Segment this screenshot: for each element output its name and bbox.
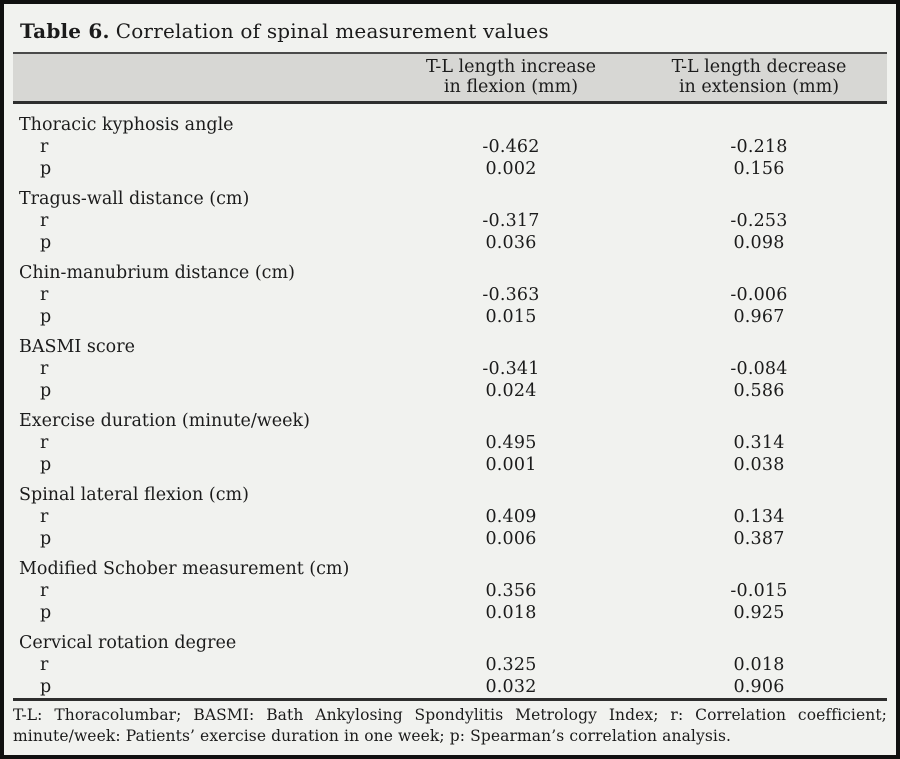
stat-label-r: r [40,285,49,305]
measurement-group-modified-schober [13,558,887,624]
header-line: T-L length decrease [671,57,847,77]
r-row [13,136,887,158]
p-value-flexion: 0.024 [485,381,537,401]
p-row [13,602,887,624]
p-value-extension: 0.156 [733,159,785,179]
r-value-flexion: 0.495 [485,433,537,453]
measurement-label-row [13,484,887,506]
measurement-label: Spinal lateral flexion (cm) [19,485,249,505]
p-row [13,454,887,476]
r-value-flexion: -0.462 [482,137,540,157]
table-number: Table 6. [20,19,110,43]
header-line: in flexion (mm) [443,77,579,97]
p-value-extension: 0.925 [733,603,785,623]
r-row [13,580,887,602]
p-value-flexion: 0.018 [485,603,537,623]
correlation-table [13,52,887,701]
stat-label-p: p [40,307,52,327]
p-row [13,528,887,550]
stat-label-r: r [40,581,49,601]
table-footnote: T-L: Thoracolumbar; BASMI: Bath Ankylosing Spondylitis Metrology Index; r: Correlation coefficient; minute/week: Patients’ exercise duration in one week; p: Spearman’s correlation analysis. [13,706,887,745]
r-row [13,358,887,380]
measurement-group-thoracic-kyphosis [13,114,887,180]
table-header-row [13,54,887,101]
measurement-label-row [13,336,887,358]
p-value-extension: 0.967 [733,307,785,327]
measurement-label-row [13,632,887,654]
stat-label-r: r [40,655,49,675]
measurement-label-row [13,262,887,284]
stat-label-p: p [40,603,52,623]
stat-label-p: p [40,529,52,549]
measurement-group-spinal-lateral-flexion [13,484,887,550]
p-row [13,676,887,698]
p-value-flexion: 0.015 [485,307,537,327]
measurement-label-row [13,114,887,136]
r-row [13,210,887,232]
header-line: in extension (mm) [678,77,840,97]
p-row [13,158,887,180]
measurement-label: Modified Schober measurement (cm) [19,559,350,579]
p-value-flexion: 0.001 [485,455,537,475]
table-title [4,4,896,52]
footer-rule [13,698,887,701]
measurement-group-basmi [13,336,887,402]
r-value-extension: -0.006 [730,285,788,305]
stat-label-r: r [40,211,49,231]
table-body [13,104,887,698]
measurement-label: Thoracic kyphosis angle [19,115,234,135]
r-value-extension: 0.314 [733,433,785,453]
p-value-flexion: 0.032 [485,677,537,697]
column-header-extension [631,57,887,97]
stat-label-p: p [40,381,52,401]
stat-label-r: r [40,507,49,527]
measurement-label: Exercise duration (minute/week) [19,411,310,431]
r-value-flexion: 0.409 [485,507,537,527]
measurement-group-cervical-rotation [13,632,887,698]
r-value-extension: 0.018 [733,655,785,675]
stat-label-r: r [40,359,49,379]
p-value-extension: 0.098 [733,233,785,253]
measurement-label: Cervical rotation degree [19,633,237,653]
r-value-extension: -0.015 [730,581,788,601]
stat-label-p: p [40,233,52,253]
p-value-extension: 0.586 [733,381,785,401]
p-value-flexion: 0.006 [485,529,537,549]
header-line: T-L length increase [426,57,596,77]
p-value-extension: 0.906 [733,677,785,697]
r-value-flexion: -0.363 [482,285,540,305]
measurement-label-row [13,410,887,432]
p-value-flexion: 0.036 [485,233,537,253]
stat-label-p: p [40,159,52,179]
measurement-label-row [13,558,887,580]
r-row [13,506,887,528]
measurement-group-exercise-duration [13,410,887,476]
p-value-extension: 0.038 [733,455,785,475]
p-row [13,232,887,254]
r-value-extension: -0.253 [730,211,788,231]
stat-label-r: r [40,433,49,453]
table-caption: Correlation of spinal measurement values [115,19,549,43]
stat-label-r: r [40,137,49,157]
column-header-flexion [391,57,631,97]
stat-label-p: p [40,455,52,475]
r-value-flexion: 0.356 [485,581,537,601]
measurement-label: BASMI score [19,337,135,357]
r-value-flexion: -0.317 [482,211,540,231]
measurement-label: Chin-manubrium distance (cm) [19,263,295,283]
p-row [13,306,887,328]
r-row [13,432,887,454]
measurement-label-row [13,188,887,210]
r-value-extension: -0.218 [730,137,788,157]
p-value-flexion: 0.002 [485,159,537,179]
stat-label-p: p [40,677,52,697]
r-value-flexion: 0.325 [485,655,537,675]
measurement-group-chin-manubrium [13,262,887,328]
p-value-extension: 0.387 [733,529,785,549]
p-row [13,380,887,402]
measurement-group-tragus-wall [13,188,887,254]
r-value-extension: 0.134 [733,507,785,527]
r-value-flexion: -0.341 [482,359,540,379]
r-row [13,284,887,306]
measurement-label: Tragus-wall distance (cm) [19,189,250,209]
r-row [13,654,887,676]
r-value-extension: -0.084 [730,359,788,379]
